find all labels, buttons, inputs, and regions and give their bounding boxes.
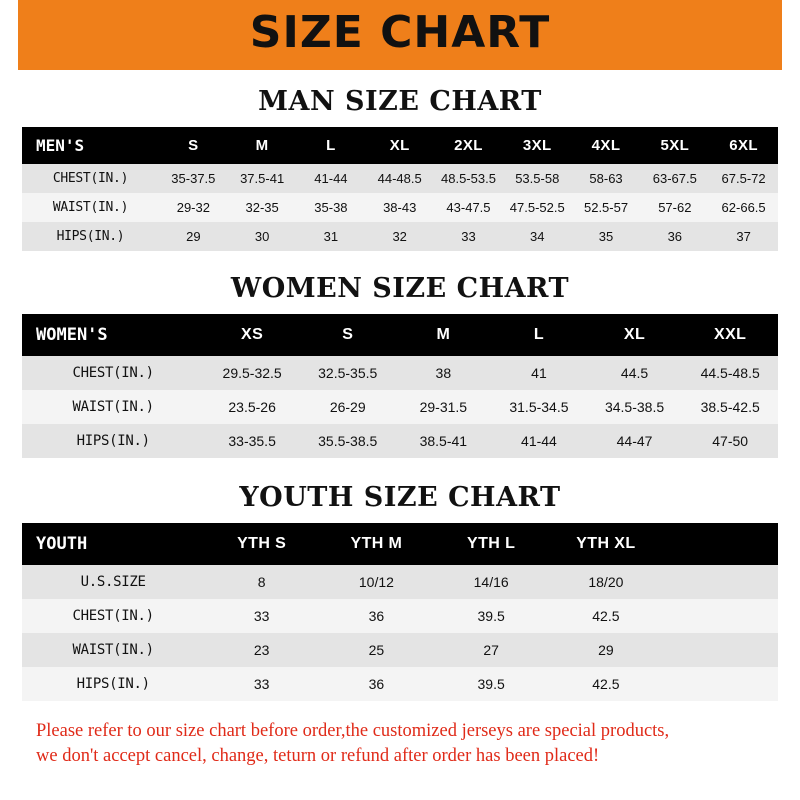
women-cell-0-2: 38 xyxy=(435,365,452,381)
youth-cell-1-0: 33 xyxy=(253,608,270,624)
man-cell-0-3: 44-48.5 xyxy=(377,171,422,186)
women-cell-0-3: 41 xyxy=(531,365,547,381)
women-cell-0-4: 44.5 xyxy=(620,365,649,381)
man-row-label-1: WAIST(IN.) xyxy=(52,200,129,215)
order-notice-line-1: Please refer to our size chart before order,the customized jerseys are special products, xyxy=(36,721,670,741)
order-notice-line-2: we don't accept cancel, change, teturn or refund after order has been placed! xyxy=(36,745,600,766)
man-cell-1-7: 57-62 xyxy=(658,200,692,215)
women-cell-2-4: 44-47 xyxy=(616,433,653,449)
women-cell-0-0: 29.5-32.5 xyxy=(222,365,282,381)
youth-col-header-1: YTH S xyxy=(237,535,287,552)
women-table-body xyxy=(22,356,778,458)
man-cell-0-8: 67.5-72 xyxy=(721,171,766,186)
man-col-header-5: 2XL xyxy=(454,137,483,154)
man-cell-1-0: 29-32 xyxy=(176,200,210,215)
youth-cell-3-2: 39.5 xyxy=(477,676,505,692)
women-cell-2-1: 35.5-38.5 xyxy=(318,433,378,449)
women-col-header-1: XS xyxy=(241,326,264,343)
youth-cell-2-2: 27 xyxy=(483,642,499,658)
youth-col-header-2: YTH M xyxy=(350,535,403,552)
header-right-gap xyxy=(782,0,800,70)
youth-table-head xyxy=(22,523,778,565)
women-cell-1-4: 34.5-38.5 xyxy=(604,399,665,415)
youth-cell-2-3: 29 xyxy=(598,642,614,658)
women-cell-2-5: 47-50 xyxy=(712,433,749,449)
women-row-label-1: WAIST(IN.) xyxy=(72,399,154,415)
youth-cell-1-3: 42.5 xyxy=(592,608,620,624)
table-row xyxy=(22,633,778,667)
youth-cell-2-1: 25 xyxy=(368,642,385,658)
youth-cell-2-4 xyxy=(663,633,778,667)
man-cell-0-7: 63-67.5 xyxy=(652,171,697,186)
man-col-header-4: XL xyxy=(389,137,410,154)
man-cell-0-0: 35-37.5 xyxy=(171,171,216,186)
man-col-header-2: M xyxy=(255,137,269,154)
man-col-header-1: S xyxy=(188,137,199,154)
youth-table-body xyxy=(22,565,778,701)
man-cell-1-2: 35-38 xyxy=(314,200,348,215)
youth-cell-3-3: 42.5 xyxy=(592,676,620,692)
youth-cell-0-1: 10/12 xyxy=(358,574,394,590)
women-col-header-5: XL xyxy=(623,326,646,343)
women-col-header-0: WOMEN'S xyxy=(36,325,108,345)
table-row xyxy=(22,424,778,458)
youth-cell-2-0: 23 xyxy=(253,642,270,658)
youth-col-header-4: YTH XL xyxy=(576,535,636,552)
youth-row-label-2: WAIST(IN.) xyxy=(72,642,154,658)
women-section-title: WOMEN SIZE CHART xyxy=(230,273,570,304)
man-cell-1-4: 43-47.5 xyxy=(446,200,491,215)
man-cell-1-1: 32-35 xyxy=(245,200,279,215)
man-size-table xyxy=(22,127,778,251)
women-table-head xyxy=(22,314,778,356)
header-left-gap xyxy=(0,0,18,70)
table-row xyxy=(22,356,778,390)
man-cell-1-5: 47.5-52.5 xyxy=(509,200,565,215)
women-col-header-4: L xyxy=(533,326,545,343)
women-cell-2-2: 38.5-41 xyxy=(419,433,468,449)
youth-cell-0-3: 18/20 xyxy=(588,574,624,590)
man-col-header-6: 3XL xyxy=(522,137,552,154)
table-row xyxy=(22,222,778,251)
order-notice xyxy=(36,719,764,769)
table-row xyxy=(22,667,778,701)
women-cell-1-0: 23.5-26 xyxy=(228,399,276,415)
header-band xyxy=(0,0,800,70)
women-row-label-2: HIPS(IN.) xyxy=(76,433,150,449)
women-cell-1-2: 29-31.5 xyxy=(419,399,468,415)
women-col-header-3: M xyxy=(436,326,451,343)
youth-row-label-0: U.S.SIZE xyxy=(80,574,146,590)
women-cell-2-3: 41-44 xyxy=(521,433,557,449)
man-cell-0-6: 58-63 xyxy=(589,171,623,186)
man-cell-0-4: 48.5-53.5 xyxy=(441,171,496,186)
man-cell-2-7: 36 xyxy=(667,229,683,244)
man-table-head xyxy=(22,127,778,164)
table-row xyxy=(22,565,778,599)
content-area xyxy=(0,86,800,769)
youth-cell-3-4 xyxy=(663,667,778,701)
man-cell-1-6: 52.5-57 xyxy=(583,200,629,215)
man-col-header-9: 6XL xyxy=(729,137,758,154)
table-row xyxy=(22,193,778,222)
youth-cell-3-0: 33 xyxy=(253,676,270,692)
table-row xyxy=(22,164,778,193)
man-cell-2-2: 31 xyxy=(323,229,339,244)
youth-col-header-3: YTH L xyxy=(467,535,516,552)
women-cell-0-1: 32.5-35.5 xyxy=(318,365,378,381)
youth-size-table xyxy=(22,523,778,701)
youth-col-header-0: YOUTH xyxy=(36,534,88,554)
table-row xyxy=(22,390,778,424)
man-col-header-8: 5XL xyxy=(660,137,690,154)
man-cell-2-1: 30 xyxy=(254,229,270,244)
man-cell-2-3: 32 xyxy=(392,229,407,244)
man-cell-2-0: 29 xyxy=(186,229,201,244)
youth-cell-0-0: 8 xyxy=(257,574,266,590)
man-cell-1-8: 62-66.5 xyxy=(721,200,766,215)
man-table-body xyxy=(22,164,778,251)
man-col-header-7: 4XL xyxy=(591,137,621,154)
man-cell-0-2: 41-44 xyxy=(314,171,348,186)
table-row xyxy=(22,599,778,633)
man-cell-2-5: 34 xyxy=(530,229,545,244)
youth-col-header-5 xyxy=(663,523,778,565)
man-cell-1-3: 38-43 xyxy=(383,200,417,215)
man-cell-0-1: 37.5-41 xyxy=(240,171,285,186)
women-cell-1-1: 26-29 xyxy=(329,399,366,415)
youth-cell-0-4 xyxy=(663,565,778,599)
man-row-label-0: CHEST(IN.) xyxy=(52,171,129,186)
table-header-row xyxy=(22,127,778,164)
women-col-header-2: S xyxy=(342,326,354,343)
women-cell-1-5: 38.5-42.5 xyxy=(700,399,760,415)
page-title: SIZE CHART xyxy=(249,7,551,58)
women-col-header-6: XXL xyxy=(714,326,747,343)
man-cell-0-5: 53.5-58 xyxy=(515,171,560,186)
women-size-table xyxy=(22,314,778,458)
man-row-label-2: HIPS(IN.) xyxy=(56,229,125,244)
man-cell-2-8: 37 xyxy=(736,229,751,244)
youth-cell-1-4 xyxy=(663,599,778,633)
women-cell-1-3: 31.5-34.5 xyxy=(509,399,569,415)
youth-section-title: YOUTH SIZE CHART xyxy=(239,482,561,513)
youth-cell-0-2: 14/16 xyxy=(473,574,509,590)
youth-row-label-3: HIPS(IN.) xyxy=(76,676,150,692)
man-cell-2-4: 33 xyxy=(461,229,476,244)
table-header-row xyxy=(22,314,778,356)
women-row-label-0: CHEST(IN.) xyxy=(72,365,154,381)
women-cell-2-0: 33-35.5 xyxy=(228,433,276,449)
youth-row-label-1: CHEST(IN.) xyxy=(72,608,154,624)
table-header-row xyxy=(22,523,778,565)
youth-cell-1-1: 36 xyxy=(368,608,385,624)
youth-cell-3-1: 36 xyxy=(368,676,385,692)
women-cell-0-5: 44.5-48.5 xyxy=(700,365,760,381)
youth-cell-1-2: 39.5 xyxy=(477,608,505,624)
man-section-title: MAN SIZE CHART xyxy=(258,86,542,117)
man-cell-2-6: 35 xyxy=(598,229,614,244)
man-col-header-3: L xyxy=(326,137,336,154)
man-col-header-0: MEN'S xyxy=(36,136,85,155)
